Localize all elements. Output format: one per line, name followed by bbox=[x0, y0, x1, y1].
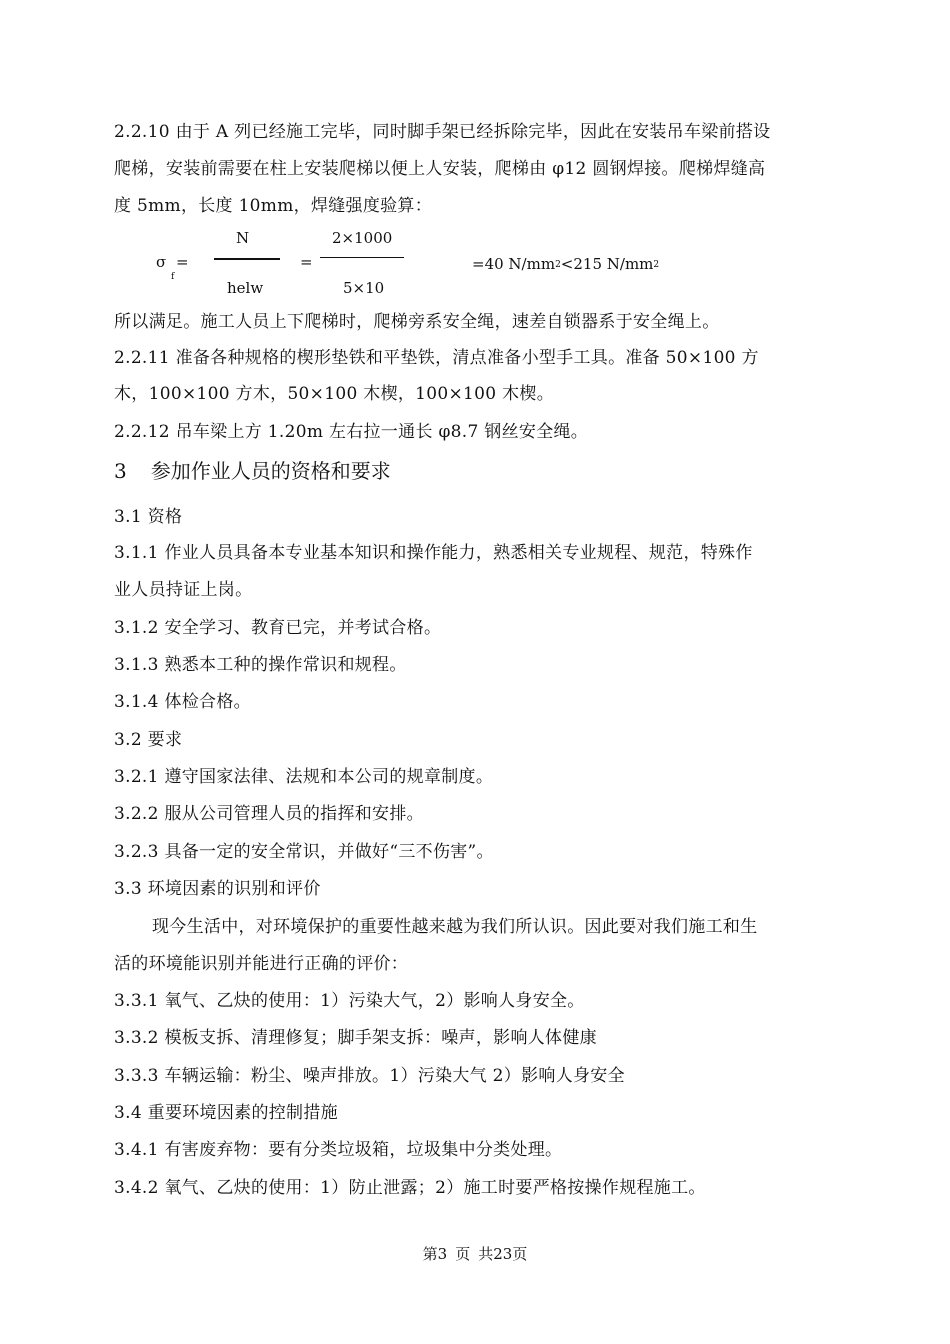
paragraph-line: 3.2.2 服从公司管理人员的指挥和安排。 bbox=[114, 804, 424, 824]
paragraph-line: 业人员持证上岗。 bbox=[114, 580, 253, 600]
formula-numerator: 2×1000 bbox=[332, 229, 393, 247]
paragraph-line: 3.4.1 有害废弃物：要有分类垃圾箱，垃圾集中分类处理。 bbox=[114, 1140, 563, 1160]
formula-result-limit: <215 N/mm bbox=[560, 255, 654, 273]
fraction-bar bbox=[320, 257, 404, 258]
paragraph-line: 3.2.1 遵守国家法律、法规和本公司的规章制度。 bbox=[114, 767, 494, 787]
formula-result-value: =40 N/mm bbox=[472, 255, 556, 273]
paragraph-line: 爬梯，安装前需要在柱上安装爬梯以便上人安装，爬梯由 φ12 圆钢焊接。爬梯焊缝高 bbox=[114, 159, 766, 179]
page-unit: 页 bbox=[455, 1245, 471, 1263]
page-total: 共23页 bbox=[478, 1245, 528, 1263]
formula-equals: = bbox=[300, 253, 313, 271]
subsection-heading: 3.2 要求 bbox=[114, 730, 183, 750]
paragraph-line: 3.3.3 车辆运输：粉尘、噪声排放。1）污染大气 2）影响人身安全 bbox=[114, 1066, 625, 1086]
paragraph-line: 所以满足。施工人员上下爬梯时，爬梯旁系安全绳，速差自锁器系于安全绳上。 bbox=[114, 312, 720, 332]
paragraph-line: 3.1.4 体检合格。 bbox=[114, 692, 251, 712]
paragraph-line: 活的环境能识别并能进行正确的评价： bbox=[114, 954, 409, 974]
formula-superscript: 2 bbox=[555, 260, 561, 270]
subsection-heading: 3.3 环境因素的识别和评价 bbox=[114, 879, 321, 899]
page-footer bbox=[0, 1244, 950, 1264]
formula-denominator: helw bbox=[227, 279, 264, 297]
formula-sigma: σ bbox=[156, 253, 167, 271]
paragraph-line: 3.1.3 熟悉本工种的操作常识和规程。 bbox=[114, 655, 407, 675]
page-number: 第3 bbox=[422, 1245, 448, 1263]
paragraph-line: 3.2.3 具备一定的安全常识，并做好“三不伤害”。 bbox=[114, 842, 494, 862]
paragraph-line: 3.4.2 氧气、乙炔的使用：1）防止泄露；2）施工时要严格按操作规程施工。 bbox=[114, 1178, 706, 1198]
paragraph-line: 2.2.11 准备各种规格的楔形垫铁和平垫铁，清点准备小型手工具。准备 50×100 方 bbox=[114, 348, 759, 368]
paragraph-line: 2.2.10 由于 A 列已经施工完毕，同时脚手架已经拆除完毕，因此在安装吊车梁前搭设 bbox=[114, 122, 771, 142]
formula-superscript: 2 bbox=[653, 260, 660, 270]
formula-numerator: N bbox=[236, 229, 250, 247]
paragraph-line: 度 5mm，长度 10mm，焊缝强度验算： bbox=[114, 196, 433, 216]
subsection-heading: 3.4 重要环境因素的控制措施 bbox=[114, 1103, 338, 1123]
section-number: 3 bbox=[114, 459, 127, 483]
formula-denominator: 5×10 bbox=[343, 279, 385, 297]
paragraph-line: 3.1.1 作业人员具备本专业基本知识和操作能力，熟悉相关专业规程、规范，特殊作 bbox=[114, 543, 753, 563]
paragraph-line: 3.3.2 模板支拆、清理修复；脚手架支拆：噪声，影响人体健康 bbox=[114, 1028, 597, 1048]
formula-result bbox=[472, 255, 659, 274]
formula-subscript: f bbox=[171, 272, 175, 282]
paragraph-line: 2.2.12 吊车梁上方 1.20m 左右拉一通长 φ8.7 钢丝安全绳。 bbox=[114, 422, 589, 442]
paragraph-line: 木，100×100 方木，50×100 木楔，100×100 木楔。 bbox=[114, 384, 555, 404]
paragraph-line: 3.3.1 氧气、乙炔的使用：1）污染大气，2）影响人身安全。 bbox=[114, 991, 585, 1011]
subsection-heading: 3.1 资格 bbox=[114, 507, 183, 527]
fraction-bar bbox=[214, 258, 280, 260]
formula-equals: = bbox=[176, 253, 189, 271]
paragraph-line: 现今生活中，对环境保护的重要性越来越为我们所认识。因此要对我们施工和生 bbox=[152, 917, 758, 937]
section-heading bbox=[114, 457, 391, 485]
paragraph-line: 3.1.2 安全学习、教育已完，并考试合格。 bbox=[114, 618, 442, 638]
section-title: 参加作业人员的资格和要求 bbox=[150, 459, 391, 483]
